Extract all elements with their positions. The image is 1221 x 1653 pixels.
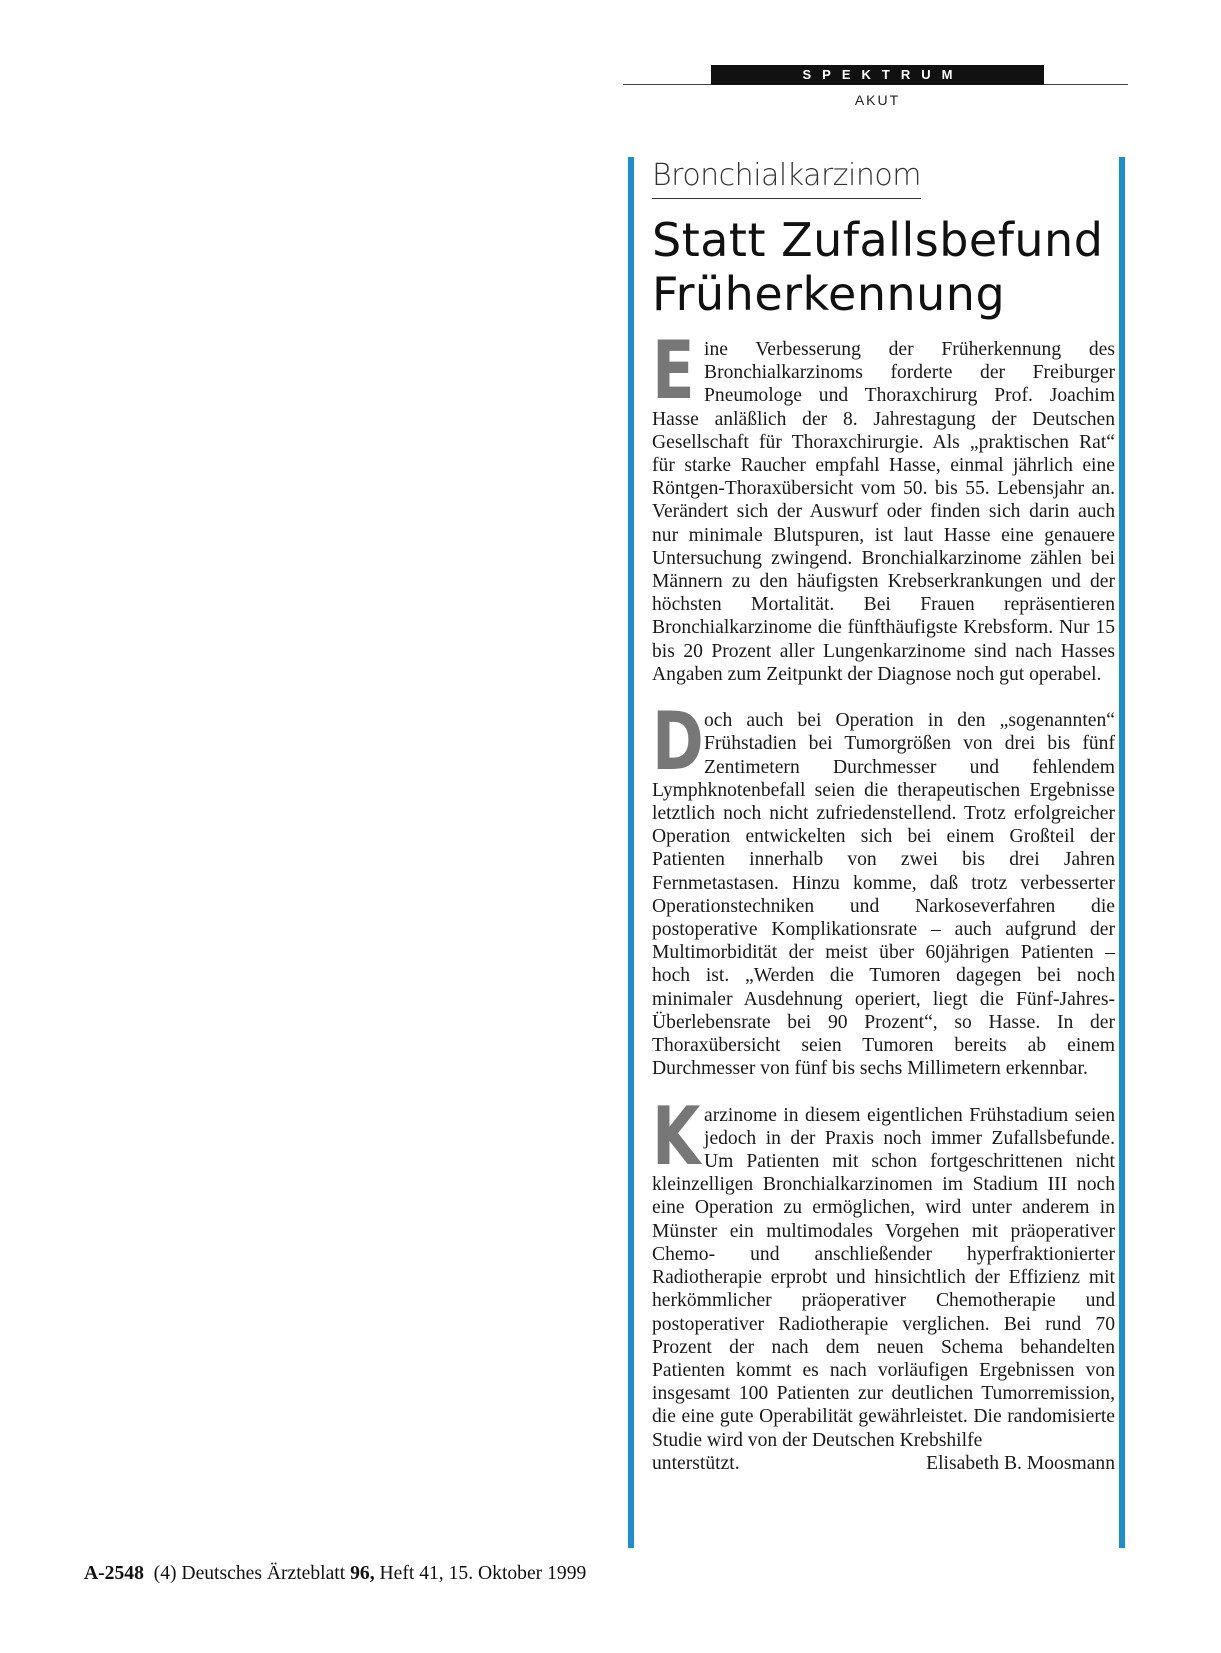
signature-line	[652, 1452, 1115, 1475]
article-body	[652, 324, 1115, 1475]
paragraph-1	[652, 324, 1115, 686]
footer-journal: (4) Deutsches Ärzteblatt	[153, 1563, 346, 1584]
dropcap-2: D	[652, 695, 704, 789]
dropcap-3: K	[652, 1089, 701, 1183]
footer-volume: 96,	[350, 1563, 375, 1584]
paragraph-3-text: arzinome in diesem eigentlichen Frühstadium seien jedoch in der Praxis noch immer Zufallsbefunde. Um Patienten mit schon fortgeschrittenen nicht kleinzelligen Bronchialkarzinomen im Stadium III noch eine Operation zu ermöglichen, wird unter anderem in Münster ein multimodales Vorgehen mit präoperativer Chemo- und anschließender hyperfraktionierter Radiotherapie erprobt und hinsichtlich der Effizienz mit herkömmlicher präoperativer Chemotherapie und postoperativer Radiotherapie verglichen. Bei rund 70 Prozent der nach dem neuen Schema behandelten Patienten kommt es nach vorläufigen Ergebnissen von insgesamt 100 Patienten zur deutlichen Tumorremission, die eine gute Operabilität gewährleistet. Die randomisierte Studie wird von der Deutschen Krebshilfe	[652, 1104, 1115, 1451]
headline-line-2: Früherkennung	[652, 267, 1006, 321]
paragraph-2	[652, 695, 1115, 1080]
section-label: SPEKTRUM	[711, 65, 1044, 85]
article-box	[628, 157, 1125, 1548]
footer-issue: Heft 41, 15. Oktober 1999	[379, 1563, 587, 1584]
page-footer	[84, 1563, 586, 1585]
paragraph-2-text: och auch bei Operation in den „sogenannten“ Frühstadien bei Tumorgrößen von drei bis fünf Zentimetern Durchmesser und fehlendem Lymphknotenbefall seien die therapeutischen Ergebnisse letztlich noch nicht zufriedenstellend. Trotz erfolgreicher Operation entwickelten sich bei einem Großteil der Patienten innerhalb von zwei bis drei Jahren Fernmetastasen. Hinzu komme, daß trotz verbesserter Operationstechniken und Narkoseverfahren die postoperative Komplikationsrate – auch aufgrund der Multimorbidität der meist über 60jährigen Patienten – hoch ist. „Werden die Tumoren dagegen bei noch minimaler Ausdehnung operiert, liegt die Fünf-Jahres-Überlebensrate bei 90 Prozent“, so Hasse. In der Thoraxübersicht seien Tumoren bereits ab einem Durchmesser von fünf bis sechs Millimetern erkennbar.	[652, 710, 1115, 1080]
footer-page-number: A-2548	[84, 1563, 144, 1584]
article-topic: Bronchialkarzinom	[652, 157, 921, 199]
article-headline	[652, 213, 1112, 321]
article-author: Elisabeth B. Moosmann	[926, 1452, 1115, 1474]
paragraph-3-last-word: unterstützt.	[652, 1452, 740, 1474]
headline-line-1: Statt Zufallsbefund	[652, 213, 1104, 267]
paragraph-3	[652, 1089, 1115, 1452]
paragraph-1-text: ine Verbesserung der Früherkennung des Bronchialkarzinoms forderte der Freiburger Pneumologe und Thoraxchirurg Prof. Joachim Hasse anläßlich der 8. Jahrestagung der Deutschen Gesellschaft für Thoraxchirurgie. Als „praktischen Rat“ für starke Raucher empfahl Hasse, einmal jährlich eine Röntgen-Thoraxübersicht vom 50. bis 55. Lebensjahr an. Verändert sich der Auswurf oder finden sich darin auch nur minimale Blutspuren, ist laut Hasse eine genauere Untersuchung zwingend. Bronchialkarzinome zählen bei Männern zu den häufigsten Krebserkrankungen und der höchsten Mortalität. Bei Frauen repräsentieren Bronchialkarzinome die fünfthäufigste Krebsform. Nur 15 bis 20 Prozent aller Lungenkarzinome sind nach Hasses Angaben zum Zeitpunkt der Diagnose noch gut operabel.	[652, 339, 1115, 685]
dropcap-1: E	[652, 324, 695, 417]
subsection-label: AKUT	[854, 92, 901, 108]
